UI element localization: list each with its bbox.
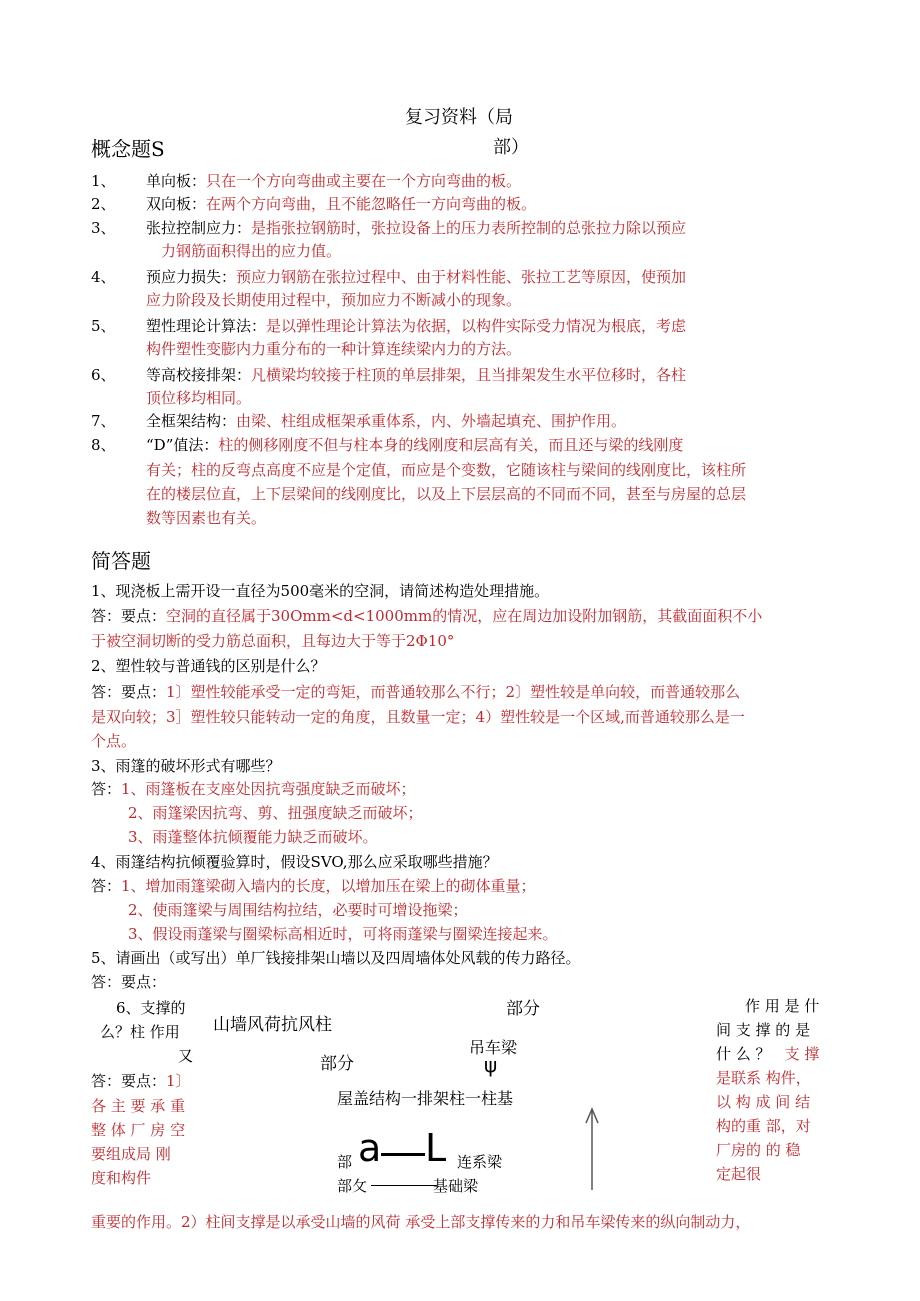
- item-number: 5、: [91, 317, 116, 335]
- q6-right-red-line: 构的重 部，对: [716, 1117, 811, 1135]
- diagram-glyph: L: [425, 1126, 447, 1170]
- concept-definition-cont: 应力阶段及长期使用过程中，预加应力不断减小的现象。: [146, 291, 522, 309]
- concept-row: [146, 434, 683, 456]
- concept-definition: 预应力钢筋在张拉过程中、由于材料性能、张拉工艺等原因，使预加: [236, 268, 687, 286]
- answer-text-cont: 于被空洞切断的受力筋总面积，且每边大于等于2Φ10°: [91, 632, 455, 650]
- q6-right-text: 什 么 ？: [716, 1045, 771, 1063]
- q6-right-mixed-line: [716, 1043, 819, 1065]
- q6-left-line: 么？柱 作用: [100, 1023, 180, 1041]
- q6-right-line: 作 用 是 什: [745, 997, 820, 1015]
- q6-left-answer-line: 整 体 厂 房 空: [91, 1121, 186, 1139]
- concept-term: “D”值法：: [146, 436, 219, 454]
- answer-item: 3、雨蓬整体抗倾覆能力缺乏而破坏。: [128, 828, 378, 846]
- q6-right-red-text: 支 撑: [784, 1045, 820, 1063]
- diagram-label: 部分: [320, 1054, 354, 1074]
- answer-6-continued: 重要的作用。2）柱间支撑是以承受山墙的风荷 承受上部支撑传来的力和吊车梁传来的纵向制动力，: [91, 1213, 751, 1231]
- diagram-label: 部: [337, 1153, 353, 1171]
- q6-left-answer-line: 各 主 要 承 重: [91, 1097, 186, 1115]
- concept-definition-cont: 顶位移均相同。: [146, 389, 252, 407]
- q6-right-red-line: 厂房的 的 稳: [716, 1141, 801, 1159]
- concept-row: [146, 410, 626, 432]
- answer-3: [91, 778, 416, 800]
- answer-item: 1、雨篷板在支座处因抗弯强度缺乏而破坏；: [121, 780, 416, 798]
- concept-definition: 在两个方向弯曲，且不能忽略任一方向弯曲的板。: [206, 195, 537, 213]
- item-number: 2、: [91, 195, 116, 213]
- psi-arrow-icon: ψ: [484, 1053, 498, 1077]
- q6-left-answer-line: 度和构件: [91, 1169, 152, 1187]
- q6-left-line: 6、支撑的: [116, 999, 186, 1017]
- diagram-connector: [381, 1153, 425, 1156]
- question-5: 5、请画出（或写出）单厂钱接排架山墙以及四周墙体处风载的传力路径。: [91, 949, 581, 967]
- diagram-label: 部攵: [337, 1177, 368, 1195]
- answer-prefix: 答：要点：: [91, 607, 167, 625]
- q6-right-red-line: 以 构 成 间 结: [716, 1093, 811, 1111]
- concept-definition-cont: 构件塑性变膨内力重分布的一种计算连续梁内力的方法。: [146, 340, 522, 358]
- concept-row: [146, 364, 686, 386]
- concept-row: [146, 217, 686, 239]
- concept-definition-cont: 数等因素也有关。: [146, 509, 267, 527]
- question-3: 3、雨篷的破坏形式有哪些？: [91, 757, 281, 775]
- concept-row: [146, 266, 686, 288]
- answer-item: 2、使雨篷梁与周围结构拉结，必要时可增设拖梁；: [128, 901, 468, 919]
- item-number: 4、: [91, 268, 116, 286]
- answer-text: 1〕: [166, 1072, 191, 1090]
- concept-row: [146, 315, 686, 337]
- concept-definition: 由梁、柱组成框架承重体系，内、外墙起填充、围护作用。: [236, 412, 627, 430]
- item-number: 8、: [91, 436, 116, 454]
- diagram-label: 山墙风荷抗风柱: [213, 1015, 332, 1035]
- q6-right-line: 间 支 撑 的 是: [716, 1021, 811, 1039]
- answer-text-cont: 是双向较；3］塑性较只能转动一定的角度，且数量一定；4）塑性较是一个区域,而普通较那么是一: [91, 708, 745, 726]
- answer-4: [91, 875, 536, 897]
- concept-term: 张拉控制应力：: [146, 219, 252, 237]
- answer-prefix: 答：要点：: [91, 1072, 167, 1090]
- diagram-glyph: a: [358, 1126, 382, 1170]
- item-number: 7、: [91, 412, 116, 430]
- answer-item: 3、假设雨蓬梁与圈梁标高相近时，可将雨蓬梁与圈梁连接起来。: [128, 925, 558, 943]
- diagram-connector: [371, 1185, 437, 1186]
- concept-term: 单向板：: [146, 172, 207, 190]
- q6-left-line: 又: [178, 1047, 194, 1065]
- concept-term: 预应力损失：: [146, 268, 237, 286]
- question-1: 1、现浇板上需开设一直径为500毫米的空洞，请简述构造处理措施。: [91, 582, 550, 600]
- diagram-label: 基础梁: [433, 1177, 479, 1195]
- answer-prefix: 答：: [91, 780, 122, 798]
- answer-item: 2、雨篷梁因抗弯、剪、扭强度缺乏而破坏；: [128, 804, 423, 822]
- q6-right-red-line: 定起很: [716, 1165, 762, 1183]
- answer-prefix: 答：要点：: [91, 683, 167, 701]
- answer-text-cont: 个点。: [91, 732, 137, 750]
- page-title-continued: 部）: [493, 137, 529, 158]
- concept-definition-cont: 有关；柱的反弯点高度不应是个定值，而应是个变数，它随该柱与梁间的线刚度比，该柱所: [146, 461, 747, 479]
- concept-row: [146, 170, 521, 192]
- answer-prefix: 答：: [91, 877, 122, 895]
- question-4: 4、雨篷结构抗倾覆验算时，假设SVO,那么应采取哪些措施？: [91, 853, 498, 871]
- concept-definition-cont: 在的楼层位直，上下层梁间的线刚度比，以及上下层层高的不同而不同，甚至与房屋的总层: [146, 485, 747, 503]
- concept-definition: 是以弹性理论计算法为依据，以构件实际受力情况为根底，考虑: [266, 317, 687, 335]
- concept-definition: 凡横梁均较接于柱顶的单层排架，且当排架发生水平位移时，各柱: [251, 366, 687, 384]
- item-number: 1、: [91, 172, 116, 190]
- q6-left-answer: [91, 1070, 191, 1092]
- q6-left-answer-line: 要组成局 刚: [91, 1145, 171, 1163]
- upward-arrow-icon: [584, 1105, 600, 1190]
- diagram-label: 吊车梁: [469, 1038, 518, 1057]
- answer-5-prefix: 答：要点：: [91, 973, 167, 991]
- answer-item: 1、增加雨篷梁砌入墙内的长度，以增加压在梁上的砌体重量；: [121, 877, 536, 895]
- answer-text: 1〕塑性较能承受一定的弯矩，而普通较那么不行；2〕塑性较是单向较，而普通较那么: [166, 683, 741, 701]
- concept-definition-cont: 力钢筋面积得出的应力值。: [161, 242, 342, 260]
- concept-definition: 是指张拉钢筋时，张拉设备上的压力表所控制的总张拉力除以预应: [251, 219, 687, 237]
- answer-text: 空洞的直径属于30Omm<d<1000mm的情况，应在周边加设附加钢筋，其截面面积不小: [166, 607, 763, 625]
- concept-definition: 柱的侧移刚度不但与柱本身的线刚度和层高有关，而且还与梁的线刚度: [218, 436, 684, 454]
- q6-right-red-line: 是联系 构件，: [716, 1069, 811, 1087]
- item-number: 6、: [91, 366, 116, 384]
- item-number: 3、: [91, 219, 116, 237]
- diagram-main-path: 屋盖结构一排架柱一柱基: [337, 1089, 514, 1108]
- concept-row: [146, 193, 536, 215]
- answer-2: [91, 681, 740, 703]
- diagram-label: 部分: [506, 999, 540, 1019]
- diagram-label: 连系梁: [457, 1153, 503, 1171]
- concept-term: 全框架结构：: [146, 412, 237, 430]
- concept-term: 双向板：: [146, 195, 207, 213]
- question-2: 2、塑性较与普通钱的区别是什么？: [91, 657, 326, 675]
- concept-definition: 只在一个方向弯曲或主要在一个方向弯曲的板。: [206, 172, 522, 190]
- answer-1: [91, 605, 762, 627]
- concept-term: 等高校接排架：: [146, 366, 252, 384]
- page-title: 复习资料（局: [405, 107, 513, 128]
- concept-term: 塑性理论计算法：: [146, 317, 267, 335]
- section-title-concepts: 概念题S: [91, 137, 165, 161]
- section-title-short-answer: 简答题: [91, 549, 151, 573]
